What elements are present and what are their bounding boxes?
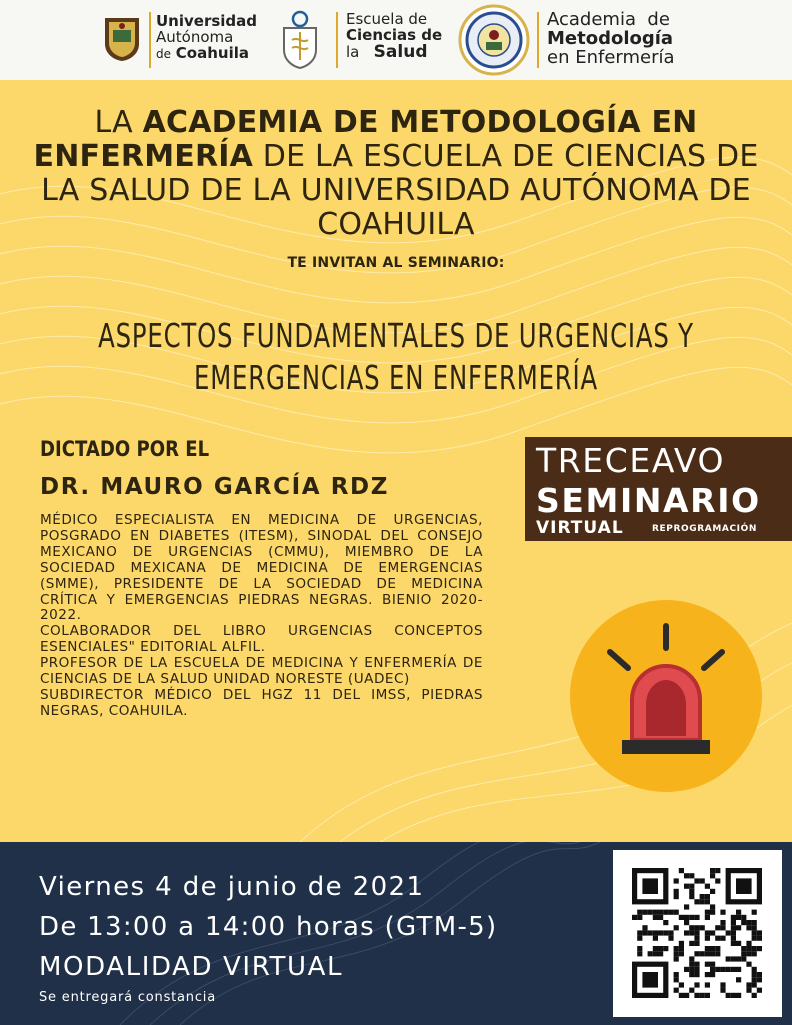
uadec-shield-logo bbox=[103, 16, 141, 62]
invite-line: TE INVITAN AL SEMINARIO: bbox=[287, 255, 505, 271]
speaker-name: DR. MAURO GARCÍA RDZ bbox=[40, 474, 390, 500]
academy-line2: Metodología bbox=[547, 27, 674, 49]
header-bar bbox=[0, 0, 792, 80]
header-separator bbox=[149, 12, 151, 68]
school-name bbox=[346, 12, 442, 61]
badge-line3: VIRTUAL bbox=[536, 518, 624, 538]
uadec-line2: Autónoma bbox=[156, 27, 234, 46]
bio-paragraph: COLABORADOR DEL LIBRO URGENCIAS CONCEPTOS ESENCIALES" EDITORIAL ALFIL. bbox=[40, 623, 483, 656]
dictated-by: DICTADO POR EL bbox=[40, 437, 210, 461]
header-separator bbox=[336, 12, 338, 68]
academy-seal-logo bbox=[458, 4, 530, 76]
academy-line3: en Enfermería bbox=[547, 46, 675, 68]
title-part2: DE LA ESCUELA DE CIENCIAS DE LA SALUD DE LA UNIVERSIDAD AUTÓNOMA DE COAHUILA bbox=[41, 139, 759, 242]
event-date: Viernes 4 de junio de 2021 bbox=[39, 872, 425, 902]
certificate-note: Se entregará constancia bbox=[39, 990, 216, 1005]
bio-paragraph: MÉDICO ESPECIALISTA EN MEDICINA DE URGENCIAS, POSGRADO EN DIABETES (ITESM), SINODAL DEL CONSEJO MEXICANO DE URGENCIAS (CMMU), MIEMBRO DE LA SOCIEDAD MEXICANA DE MEDICINA DE EMERGENCIAS (SMME), PRESIDENTE DE LA SOCIEDAD DE MEDICINA CRÍTICA Y EMERGENCIAS PIEDRAS NEGRAS. BIENIO 2020-2022. bbox=[40, 512, 483, 624]
school-line1: Escuela de bbox=[346, 10, 428, 28]
bio-paragraph: SUBDIRECTOR MÉDICO DEL HGZ 11 DEL IMSS, PIEDRAS NEGRAS, COAHUILA. bbox=[40, 686, 483, 719]
event-time: De 13:00 a 14:00 horas (GTM-5) bbox=[39, 912, 498, 942]
seminar-title bbox=[96, 315, 696, 399]
bio-paragraph: PROFESOR DE LA ESCUELA DE MEDICINA Y ENFERMERÍA DE CIENCIAS DE LA SALUD UNIDAD NORESTE (UADEC) bbox=[40, 655, 483, 688]
title-bold: ACADEMIA DE METODOLOGÍA EN ENFERMERÍA bbox=[33, 105, 698, 174]
title-part1: LA bbox=[94, 105, 143, 140]
main-title bbox=[30, 106, 762, 242]
seminar-number-badge bbox=[525, 437, 792, 541]
badge-line1: TRECEAVO bbox=[536, 441, 726, 480]
uadec-line3: Coahuila bbox=[175, 43, 249, 62]
badge-line2: SEMINARIO bbox=[536, 481, 761, 520]
qr-code[interactable] bbox=[613, 850, 782, 1017]
seminar-title-line1: ASPECTOS FUNDAMENTALES DE URGENCIAS Y bbox=[98, 316, 694, 355]
speaker-bio bbox=[40, 513, 483, 720]
badge-note: REPROGRAMACIÓN bbox=[652, 524, 757, 534]
academy-name bbox=[547, 11, 675, 68]
academy-line1: Academia de bbox=[547, 9, 670, 30]
school-line3-pre: la bbox=[346, 42, 360, 61]
uadec-name bbox=[156, 14, 257, 61]
nursing-school-emblem-logo bbox=[276, 10, 324, 70]
uadec-line1: Universidad bbox=[156, 12, 258, 30]
seminar-title-line2: EMERGENCIAS EN ENFERMERÍA bbox=[194, 358, 598, 397]
header-separator bbox=[537, 12, 539, 68]
event-mode: MODALIDAD VIRTUAL bbox=[39, 952, 344, 982]
school-line2: Ciencias de bbox=[346, 25, 443, 44]
qr-code-pattern bbox=[613, 850, 782, 1017]
school-line3: Salud bbox=[373, 41, 428, 62]
uadec-line3-pre: de bbox=[156, 46, 171, 61]
siren-alarm-icon bbox=[570, 600, 762, 792]
